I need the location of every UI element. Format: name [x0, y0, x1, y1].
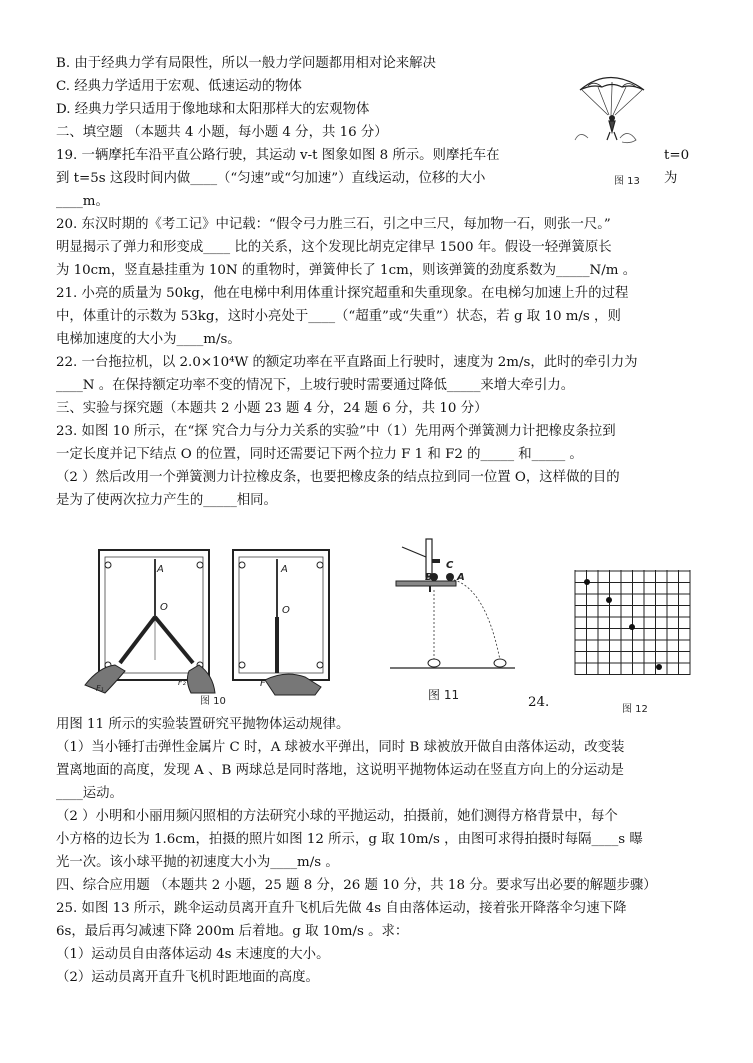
fig11-label-a: A [457, 572, 465, 583]
fig10-label-o1: O [160, 602, 168, 613]
q24-line6: 光一次。该小球平抛的初速度大小为____m/s 。 [56, 855, 339, 870]
fig10-caption: 图 10 [200, 696, 226, 707]
q25-line1: 25. 如图 13 所示，跳伞运动员离开直升飞机后先做 4s 自由落体运动，接着张开降落伞匀速下降 [56, 901, 627, 916]
fig10-label-f1: F₁ [96, 684, 104, 693]
q23-line1: 23. 如图 10 所示，在“探 究合力与分力关系的实验”中（1）先用两个弹簧测力计把橡皮条拉到 [56, 424, 616, 439]
q25-line2: 6s，最后再匀减速下降 200m 后着地。g 取 10m/s 。求： [56, 924, 409, 939]
fig10-label-a1: A [157, 564, 164, 575]
q21-line3: 电梯加速度的大小为____m/s。 [56, 332, 241, 347]
q23-line3: （2 ）然后改用一个弹簧测力计拉橡皮条，也要把橡皮条的结点拉到同一位置 O，这样做的目的 [56, 470, 620, 485]
fig11-caption: 图 11 [428, 688, 460, 702]
q24-number: 24. [528, 695, 550, 710]
figure-10-board-two-scales [85, 545, 215, 695]
option-d: D. 经典力学只适用于像地球和太阳那样大的宏观物体 [56, 102, 370, 117]
q25-part1: （1）运动员自由落体运动 4s 末速度的大小。 [56, 947, 330, 962]
q24-line5: 小方格的边长为 1.6cm，拍摄的照片如图 12 所示，g 取 10m/s ，由图可求得拍摄时每隔____s 曝 [56, 832, 643, 847]
q24-line3: ____运动。 [56, 786, 123, 801]
q20-line2: 明显揭示了弹力和形变成____ 比的关系，这个发现比胡克定律早 1500 年。假设一轻弹簧原长 [56, 240, 612, 255]
fig10-label-a2: A [281, 564, 288, 575]
flash-point-1 [584, 579, 590, 585]
q24-line4: （2 ）小明和小丽用频闪照相的方法研究小球的平抛运动，拍摄前，她们测得方格背景中，每个 [56, 809, 618, 824]
q25-part2: （2）运动员离开直升飞机时距地面的高度。 [56, 970, 319, 985]
q21-line2: 中，体重计的示数为 53kg，这时小亮处于____（“超重”或“失重”）状态，若 g 取 10 m/s ，则 [56, 309, 621, 324]
q22-line2: ____N 。在保持额定功率不变的情况下，上坡行驶时需要通过降低_____来增大牵引力。 [56, 378, 575, 393]
side-wei: 为 [664, 171, 678, 186]
q24-intro: 用图 11 所示的实验装置研究平抛物体运动规律。 [56, 717, 350, 732]
flash-point-3 [629, 624, 635, 630]
figure-13-parachute [570, 60, 650, 160]
fig12-caption: 图 12 [622, 704, 648, 715]
figure-10-board-one-scale [225, 545, 335, 695]
side-t0: t=0 [664, 148, 690, 163]
fig11-label-c: C [446, 560, 454, 571]
section-2-heading: 二、填空题 （本题共 4 小题，每小题 4 分，共 16 分） [56, 125, 388, 140]
fig10-label-f2: F₂ [178, 678, 186, 687]
q19-line2: 到 t=5s 这段时间内做____（“匀速”或“匀加速”）直线运动，位移的大小 [56, 171, 486, 186]
q20-line3: 为 10cm，竖直悬挂重为 10N 的重物时，弹簧伸长了 1cm，则该弹簧的劲度系数为_____N/m 。 [56, 263, 637, 278]
fig10-label-o2: O [282, 605, 290, 616]
q23-line4: 是为了使两次拉力产生的_____相同。 [56, 493, 277, 508]
option-b: B. 由于经典力学有局限性，所以一般力学问题都用相对论来解决 [56, 56, 436, 71]
q19-line3: ____m。 [56, 194, 109, 209]
q20-line1: 20. 东汉时期的《考工记》中记载：“假令弓力胜三石，引之中三尺，每加物一石，则张一尺。” [56, 217, 611, 232]
q24-line1: （1）当小锤打击弹性金属片 C 时，A 球被水平弹出，同时 B 球被放开做自由落体运动，改变装 [56, 740, 625, 755]
q24-line2: 置离地面的高度，发现 A 、B 两球总是同时落地，这说明平抛物体运动在竖直方向上的分运动是 [56, 763, 624, 778]
fig13-caption: 图 13 [614, 176, 640, 187]
q23-line2: 一定长度并记下结点 O 的位置，同时还需要记下两个拉力 F 1 和 F2 的_____ 和_____ 。 [56, 447, 583, 462]
q21-line1: 21. 小亮的质量为 50kg，他在电梯中利用体重计探究超重和失重现象。在电梯匀加速上升的过程 [56, 286, 629, 301]
fig10-label-f: F [260, 678, 266, 689]
flash-point-4 [656, 664, 662, 670]
q22-line1: 22. 一台拖拉机，以 2.0×10⁴W 的额定功率在平直路面上行驶时，速度为 2m/s，此时的牵引力为 [56, 355, 638, 370]
fig11-label-b: B [425, 572, 433, 583]
flash-point-2 [606, 597, 612, 603]
section-3-heading: 三、实验与探究题（本题共 2 小题 23 题 4 分，24 题 6 分，共 10 分） [56, 401, 488, 416]
section-4-heading: 四、综合应用题 （本题共 2 小题，25 题 8 分，26 题 10 分，共 18 分。要求写出必要的解题步骤） [56, 878, 657, 893]
figure-12-grid-photo [572, 570, 692, 682]
q19-line1: 19. 一辆摩托车沿平直公路行驶，其运动 v-t 图象如图 8 所示。则摩托车在 [56, 148, 500, 163]
option-c: C. 经典力学适用于宏观、低速运动的物体 [56, 79, 302, 94]
figure-11-projectile-apparatus [390, 535, 520, 680]
